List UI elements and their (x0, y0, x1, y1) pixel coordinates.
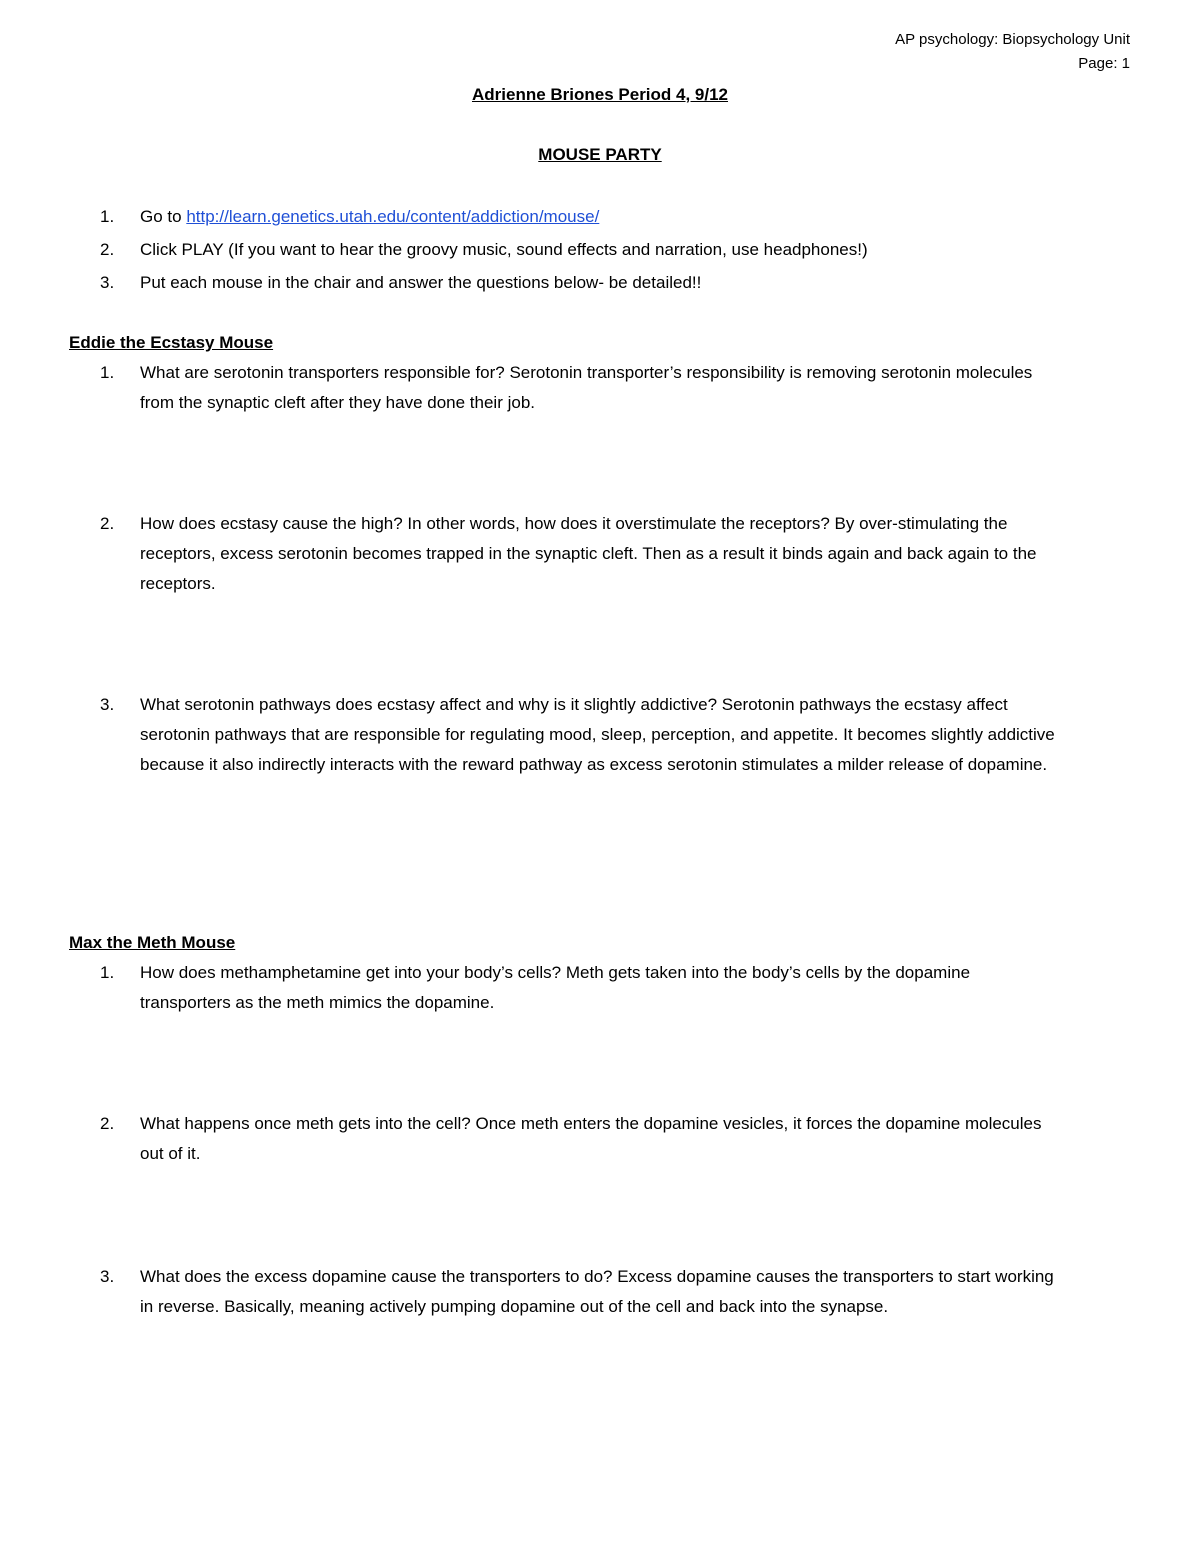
list-number: 1. (100, 207, 115, 226)
list-number: 1. (100, 963, 115, 982)
mouse-party-link[interactable]: http://learn.genetics.utah.edu/content/addiction/mouse/ (186, 207, 600, 226)
student-line: Adrienne Briones Period 4, 9/12 (471, 85, 729, 104)
course-label: AP psychology: Biopsychology Unit (895, 31, 1130, 48)
question-text: What does the excess dopamine cause the transporters to do? Excess dopamine causes the transporters to start working in reverse. Basically, meaning actively pumping dopamine out of the cell and back into the synapse. (140, 1267, 1054, 1316)
question-text: What are serotonin transporters responsible for? Serotonin transporter’s responsibility is removing serotonin molecules from the synaptic cleft after they have done their job. (140, 363, 1033, 412)
question-item (100, 1262, 1060, 1322)
list-number: 3. (100, 273, 115, 292)
question-item (100, 958, 1060, 1018)
page-header (895, 28, 1130, 76)
document-title: MOUSE PARTY (538, 145, 662, 164)
page-number: Page: 1 (1078, 55, 1130, 72)
list-number: 2. (100, 240, 115, 259)
section-heading-max: Max the Meth Mouse (69, 933, 236, 952)
instruction-prefix: Go to (140, 207, 187, 226)
section-heading-eddie: Eddie the Ecstasy Mouse (69, 333, 274, 352)
instruction-item (100, 235, 1100, 268)
instruction-text: Click PLAY (If you want to hear the groovy music, sound effects and narration, use headphones!) (140, 240, 868, 259)
question-text: What happens once meth gets into the cell? Once meth enters the dopamine vesicles, it forces the dopamine molecules out of it. (140, 1114, 1042, 1163)
instructions-list (100, 202, 1100, 301)
question-text: How does ecstasy cause the high? In other words, how does it overstimulate the receptors? By over-stimulating the receptors, excess serotonin becomes trapped in the synaptic cleft. Then as a result it binds again and back again to the receptors. (140, 514, 1037, 593)
question-item (100, 690, 1060, 780)
instruction-item (100, 268, 1100, 301)
question-item (100, 358, 1060, 418)
question-text: How does methamphetamine get into your body’s cells? Meth gets taken into the body’s cells by the dopamine transporters as the meth mimics the dopamine. (140, 963, 971, 1012)
list-number: 2. (100, 1114, 115, 1133)
list-number: 3. (100, 1267, 115, 1286)
list-number: 1. (100, 363, 115, 382)
list-number: 2. (100, 514, 115, 533)
question-text: What serotonin pathways does ecstasy affect and why is it slightly addictive? Serotonin pathways the ecstasy affect serotonin pathways that are responsible for regulating mood, sleep, perception, and appetite. It becomes slightly addictive because it also indirectly interacts with the reward pathway as excess serotonin stimulates a milder release of dopamine. (140, 695, 1055, 774)
list-number: 3. (100, 695, 115, 714)
question-item (100, 1109, 1060, 1169)
question-item (100, 509, 1060, 599)
instruction-text: Put each mouse in the chair and answer the questions below- be detailed!! (140, 273, 702, 292)
instruction-item (100, 202, 1100, 235)
